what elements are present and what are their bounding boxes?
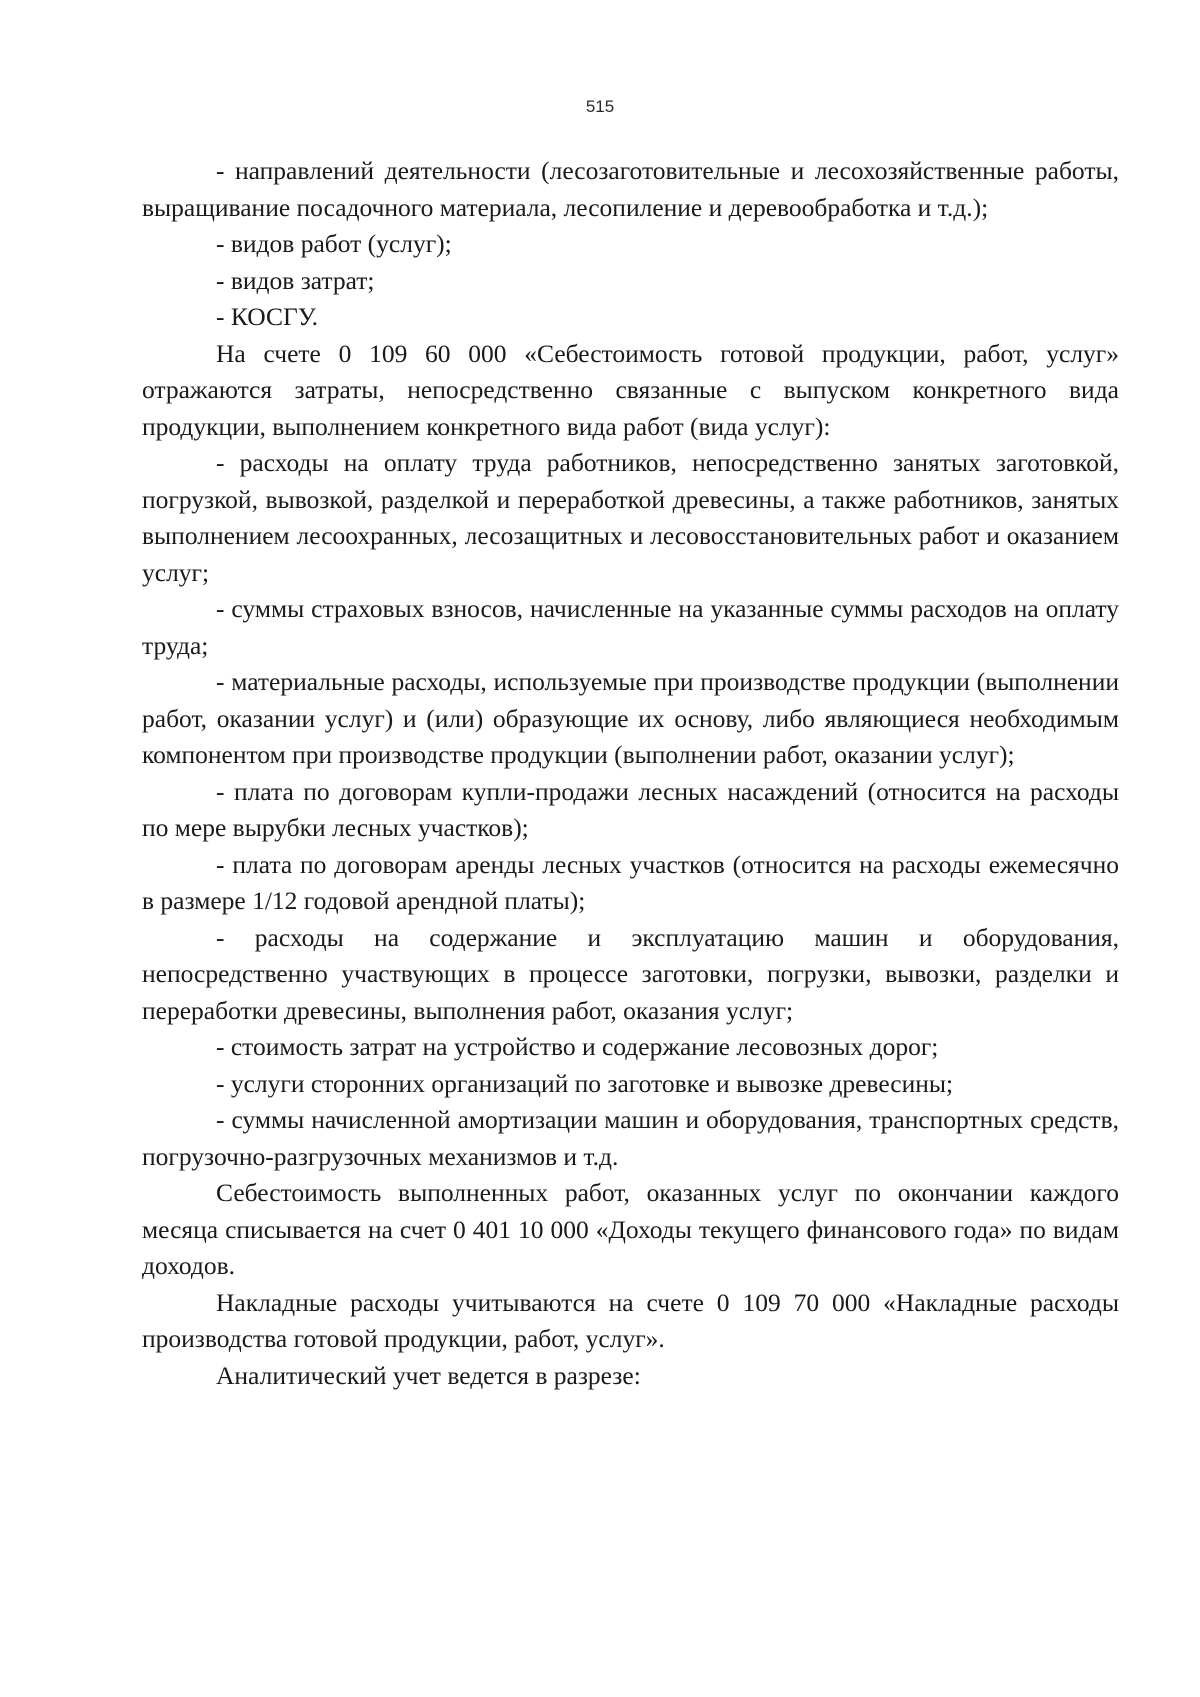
body-text	[142, 153, 1119, 1394]
paragraph: - расходы на оплату труда работников, непосредственно занятых заготовкой, погрузкой, вывозкой, разделкой и переработкой древесины, а также работников, занятых выполнением лесоохранных, лесозащитных и лесовосстановительных работ и оказанием услуг;	[142, 448, 1119, 587]
page-number: 515	[585, 97, 615, 116]
paragraph: - услуги сторонних организаций по заготовке и вывозке древесины;	[216, 1068, 954, 1098]
paragraph: - суммы страховых взносов, начисленные на указанные суммы расходов на оплату труда;	[142, 594, 1119, 660]
paragraph: - видов затрат;	[216, 265, 375, 295]
paragraph: На счете 0 109 60 000 «Себестоимость готовой продукции, работ, услуг» отражаются затраты, непосредственно связанные с выпуском конкретного вида продукции, выполнением конкретного вида работ (вида услуг):	[142, 338, 1119, 441]
paragraph: - видов работ (услуг);	[216, 229, 452, 258]
paragraph: - КОСГУ.	[216, 302, 318, 331]
paragraph: - суммы начисленной амортизации машин и оборудования, транспортных средств, погрузочно-разгрузочных механизмов и т.д.	[142, 1105, 1119, 1171]
paragraph: Себестоимость выполненных работ, оказанных услуг по окончании каждого месяца списывается на счет 0 401 10 000 «Доходы текущего финансового года» по видам доходов.	[142, 1178, 1119, 1280]
paragraph: - направлений деятельности (лесозаготовительные и лесохозяйственные работы, выращивание посадочного материала, лесопиление и деревообработка и т.д.);	[142, 156, 1119, 222]
paragraph: - стоимость затрат на устройство и содержание лесовозных дорог;	[216, 1032, 939, 1061]
paragraph: - плата по договорам аренды лесных участков (относится на расходы ежемесячно в размере 1/12 годовой арендной платы);	[142, 849, 1119, 915]
paragraph: - плата по договорам купли-продажи лесных насаждений (относится на расходы по мере вырубки лесных участков);	[142, 776, 1119, 842]
paragraph: - материальные расходы, используемые при производстве продукции (выполнении работ, оказании услуг) и (или) образующие их основу, либо являющиеся необходимым компонентом при производстве продукции (выполнении работ, оказании услуг);	[142, 667, 1119, 769]
paragraph: - расходы на содержание и эксплуатацию машин и оборудования, непосредственно участвующих в процессе заготовки, погрузки, вывозки, разделки и переработки древесины, выполнения работ, оказания услуг;	[142, 922, 1119, 1025]
paragraph: Накладные расходы учитываются на счете 0 109 70 000 «Накладные расходы производства готовой продукции, работ, услуг».	[142, 1287, 1119, 1353]
paragraph: Аналитический учет ведется в разрезе:	[216, 1360, 641, 1390]
